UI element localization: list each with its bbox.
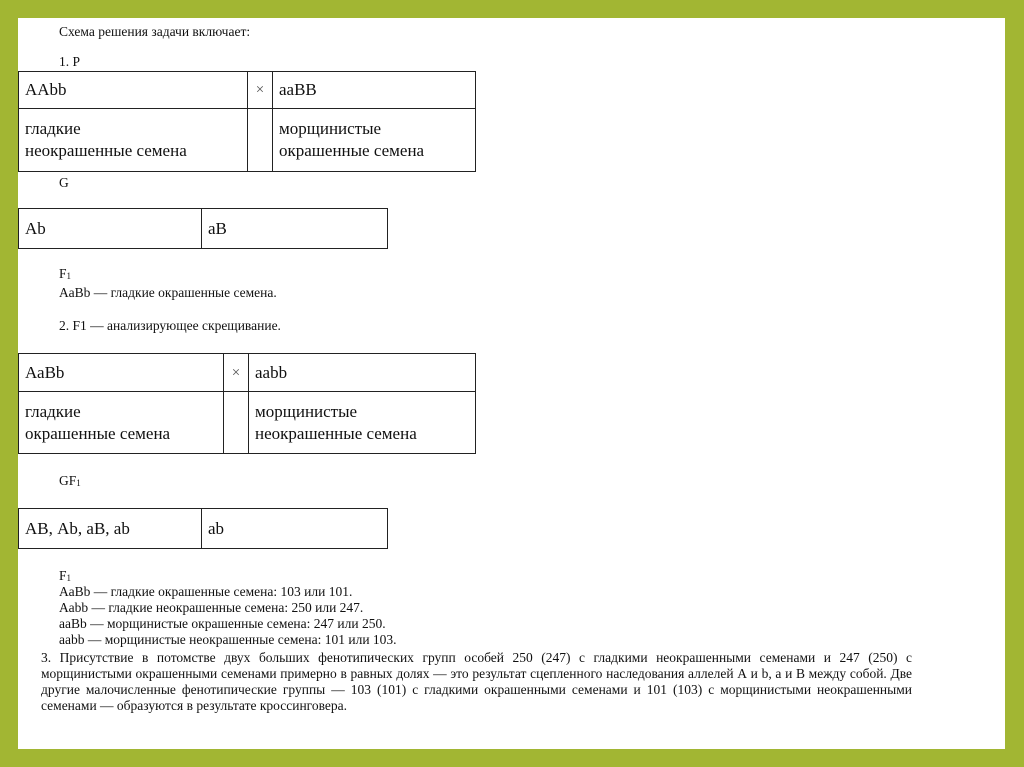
- step3-paragraph: 3. Присутствие в потомстве двух больших фенотипических групп особей 250 (247) с гладкими неокрашенными семенами и 247 (250) с морщинистыми окрашенными семенами примерно в равных долях — это результат сцепленного наследования аллелей А и b, а и В между собой. Две другие малочисленные фенотипические группы — 103 (101) с гладкими окрашенными семенами и 101 (103) с морщинистыми неокрашенными семенами — образуются в результате кроссинговера.: [41, 650, 912, 713]
- gamete-cell: АВ, Аb, аВ, аb: [19, 509, 202, 549]
- f1-label-2: F1: [59, 568, 72, 583]
- gametes-label-2: GF1: [59, 473, 81, 488]
- parent1-phenotype: гладкие окрашенные семена: [19, 392, 224, 454]
- cross-sign: ×: [248, 72, 273, 109]
- parent1-phenotype: гладкие неокрашенные семена: [19, 109, 248, 172]
- cross-table-1: [18, 71, 476, 172]
- gametes-table-1: [18, 208, 388, 249]
- result-line: ааВb — морщинистые окрашенные семена: 247 или 250.: [59, 616, 386, 631]
- f1-label-1: F1: [59, 266, 72, 281]
- step2-label: 2. F1 — анализирующее скрещивание.: [59, 318, 281, 333]
- parent2-genotype: ааbb: [249, 354, 476, 392]
- result-line: АаВb — гладкие окрашенные семена: 103 или 101.: [59, 584, 353, 599]
- gametes-table-2: [18, 508, 388, 549]
- parent1-genotype: ААbb: [19, 72, 248, 109]
- gamete-cell: аВ: [202, 209, 388, 249]
- cross-table-2: [18, 353, 476, 454]
- parent2-phenotype: морщинистые неокрашенные семена: [249, 392, 476, 454]
- step1-label: 1. Р: [59, 54, 81, 69]
- cross-sign: ×: [224, 354, 249, 392]
- gametes-label-1: G: [59, 175, 69, 190]
- parent2-genotype: ааВВ: [273, 72, 476, 109]
- result-line: ааbb — морщинистые неокрашенные семена: 101 или 103.: [59, 632, 397, 647]
- parent1-genotype: АаВb: [19, 354, 224, 392]
- parent2-phenotype: морщинистые окрашенные семена: [273, 109, 476, 172]
- f1-result-1: АаВb — гладкие окрашенные семена.: [59, 285, 277, 300]
- result-line: Ааbb — гладкие неокрашенные семена: 250 или 247.: [59, 600, 364, 615]
- gamete-cell: Аb: [19, 209, 202, 249]
- intro-text: Схема решения задачи включает:: [59, 24, 251, 39]
- gamete-cell: аb: [202, 509, 388, 549]
